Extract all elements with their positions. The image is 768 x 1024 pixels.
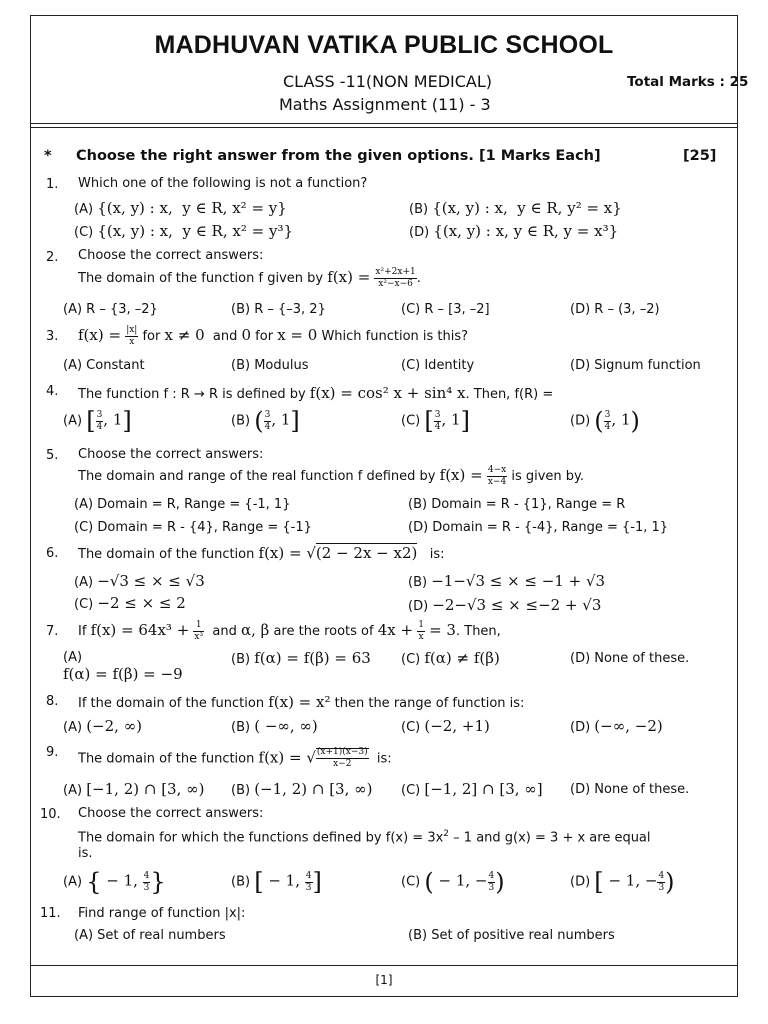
q9-option-a-label: (A) [63,783,83,798]
q10-sub [78,829,651,845]
q8-text-start: If the domain of the function [78,696,265,711]
q6-option-d-label: (D) [408,599,429,614]
q10-sub2: is. [78,846,93,861]
q5-text: Choose the correct answers: [78,447,264,462]
q7-number: 7. [46,624,59,639]
q3-number: 3. [46,329,59,344]
q10-sub-superscript: 2 [443,829,450,839]
q4-tail: . Then, f(R) = [465,387,554,402]
header-divider-double [30,127,738,128]
q3-option-c: (C) Identity [401,358,475,373]
q1-option-b: (B) {(x, y) : x, y ∈ R, y² = x} [409,199,622,217]
q10-option-a-label: (A) [63,874,83,890]
q2-text: Choose the correct answers: [78,248,264,263]
q9-option-a: (A) [−1, 2) ∩ [3, ∞) [63,780,205,798]
instruction-bullet: * [44,148,52,164]
q7-option-b-label: (B) [231,652,251,667]
q4-text-start: The function f : R → R is defined by [78,387,306,402]
q8-option-b: (B) ( −∞, ∞) [231,717,318,735]
page-number: [1] [375,973,393,987]
q5-option-d: (D) Domain = R - {-4}, Range = {-1, 1} [408,520,669,535]
q5-tail: is given by. [511,469,584,484]
q6-text-start: The domain of the function [78,547,255,562]
q7-text: If f(x) = 64x³ + $\frac{1}{\text{x³}}$ and α, β are the roots of 4x + $\frac{1}{x}$ = 3. Then, [78,620,501,642]
q9-tail: is: [376,751,392,767]
q5-sub-text: The domain and range of the real function f defined by [78,469,436,484]
q2-sub-text: The domain of the function f given by [78,271,324,286]
q7-option-c-label: (C) [401,652,421,667]
q2-option-a: (A) R – {3, –2} [63,302,158,317]
q1-option-a: (A) {(x, y) : x, y ∈ R, x² = y} [74,199,287,217]
q8-text: If the domain of the function f(x) = x² then the range of function is: [78,693,525,711]
q9-option-c-label: (C) [401,783,421,798]
q9-option-c: (C) [−1, 2] ∩ [3, ∞] [401,780,543,798]
q9-text: The domain of the function f(x) = √ $\frac{(x+1)(x-3)}{x-2}$ is: [78,747,392,769]
q1-option-c: (C) {(x, y) : x, y ∈ R, x² = y³} [74,222,293,240]
q4-option-b: (B) ( $\frac{3}{4}$ , 1] [231,407,300,435]
q6-option-c: (C) −2 ≤ × ≤ 2 [74,594,186,612]
q9-number: 9. [46,745,59,760]
q4-option-d-label: (D) [570,413,591,429]
q7-and: and [212,624,237,639]
q7-roots-of: are the roots of [273,624,374,639]
q5-number: 5. [46,448,59,463]
q1-option-a-label: (A) [74,202,94,217]
q7-then: . Then, [455,624,501,639]
q8-option-a-label: (A) [63,720,83,735]
q7-if: If [78,624,87,639]
q11-option-a: (A) Set of real numbers [74,928,226,943]
q4-number: 4. [46,384,59,399]
q10-sub-text: The domain for which the functions defined by f(x) = 3x [78,830,444,846]
q3-tail: Which function is this? [321,329,469,344]
q10-option-c-label: (C) [401,874,421,890]
q6-option-a-label: (A) [74,575,94,590]
q10-option-c: (C) ( − 1, − $\frac{4}{3}$ ) [401,868,505,896]
q10-option-b: (B) [ − 1, $\frac{4}{3}$ ] [231,868,322,896]
q3-and: and [212,329,238,344]
q2-option-c: (C) R – [3, –2] [401,302,490,317]
q1-option-d: (D) {(x, y) : x, y ∈ R, y = x³} [409,222,619,240]
q10-option-d: (D) [ − 1, − $\frac{4}{3}$ ) [570,868,675,896]
q3-for-2: for [255,329,274,344]
q5-sub: The domain and range of the real function f defined by f(x) = $\frac{4-x}{x-4}$ is given by. [78,465,584,487]
q6-option-d: (D) −2−√3 ≤ × ≤−2 + √3 [408,596,602,614]
q11-option-b: (B) Set of positive real numbers [408,928,615,943]
q6-option-b: (B) −1−√3 ≤ × ≤ −1 + √3 [408,572,606,590]
q2-number: 2. [46,250,59,265]
q4-option-c: (C) [ $\frac{3}{4}$ , 1] [401,407,470,435]
q3-option-d: (D) Signum function [570,358,701,373]
q1-text: Which one of the following is not a function? [78,176,368,191]
q5-option-b: (B) Domain = R - {1}, Range = R [408,497,626,512]
q3-text: f(x) = $\frac{|x|}{x}$ for x ≠ 0 and 0 for x = 0 Which function is this? [78,325,469,347]
q11-text: Find range of function |x|: [78,906,246,921]
q6-option-b-label: (B) [408,575,428,590]
q9-option-b: (B) (−1, 2) ∩ [3, ∞) [231,780,373,798]
q8-option-c: (C) (−2, +1) [401,717,490,735]
q4-option-d: (D) ( $\frac{3}{4}$ , 1) [570,407,640,435]
q6-option-c-label: (C) [74,597,94,612]
header-divider [30,123,738,124]
q6-option-a: (A) −√3 ≤ × ≤ √3 [74,572,205,590]
q4-option-a-label: (A) [63,413,83,429]
q2-option-d: (D) R – (3, –2) [570,302,660,317]
q1-option-b-label: (B) [409,202,429,217]
q8-option-d: (D) (−∞, −2) [570,717,663,735]
q7-option-b: (B) f(α) = f(β) = 63 [231,649,371,667]
q7-option-d: (D) None of these. [570,651,690,666]
q4-option-c-label: (C) [401,413,421,429]
q9-option-d: (D) None of these. [570,782,690,797]
q4-text: The function f : R → R is defined by f(x) = cos² x + sin⁴ x. Then, f(R) = [78,384,554,402]
q9-text-start: The domain of the function [78,751,255,767]
q2-option-b: (B) R – {–3, 2} [231,302,326,317]
q11-number: 11. [40,906,61,921]
q10-text: Choose the correct answers: [78,806,264,821]
q6-tail: is: [429,547,445,562]
q10-sub-rest: – 1 and g(x) = 3 + x are equal [449,830,651,846]
instruction-text: Choose the right answer from the given options. [1 Marks Each] [76,148,601,164]
q3-for-1: for [142,329,161,344]
q10-option-d-label: (D) [570,874,591,890]
school-name: MADHUVAN VATIKA PUBLIC SCHOOL [154,31,614,59]
q6-number: 6. [46,546,59,561]
q2-sub: The domain of the function f given by f(x) = $\frac{\text{x²+2x+1}}{\text{x²−x−6}}$ . [78,267,421,289]
q8-tail: then the range of function is: [334,696,525,711]
q4-option-b-label: (B) [231,413,251,429]
q4-option-a: (A) [ $\frac{3}{4}$ , 1] [63,407,132,435]
q8-option-d-label: (D) [570,720,591,735]
q10-option-a: (A) { − 1, $\frac{4}{3}$ } [63,868,166,896]
assignment-title: Maths Assignment (11) - 3 [279,95,491,114]
q5-option-a: (A) Domain = R, Range = {-1, 1} [74,497,291,512]
q1-number: 1. [46,177,59,192]
q10-number: 10. [40,807,61,822]
q1-option-d-label: (D) [409,225,430,240]
footer-divider [30,965,738,966]
q8-option-b-label: (B) [231,720,251,735]
class-line: CLASS -11(NON MEDICAL) [283,72,493,91]
q8-number: 8. [46,694,59,709]
q7-option-a-label: (A) [63,650,83,665]
q1-option-c-label: (C) [74,225,94,240]
q10-option-b-label: (B) [231,874,251,890]
q3-option-b: (B) Modulus [231,358,309,373]
q8-option-a: (A) (−2, ∞) [63,717,143,735]
q7-option-c: (C) f(α) ≠ f(β) [401,649,500,667]
q8-option-c-label: (C) [401,720,421,735]
q5-option-c: (C) Domain = R - {4}, Range = {-1} [74,520,312,535]
q9-option-b-label: (B) [231,783,251,798]
q7-option-a-value: f(α) = f(β) = −9 [63,665,183,683]
q3-option-a: (A) Constant [63,358,145,373]
total-marks: Total Marks : 25 [627,74,749,90]
q6-text: The domain of the function f(x) = √(2 − 2x − x2) is: [78,544,445,562]
instruction-marks: [25] [683,148,717,164]
